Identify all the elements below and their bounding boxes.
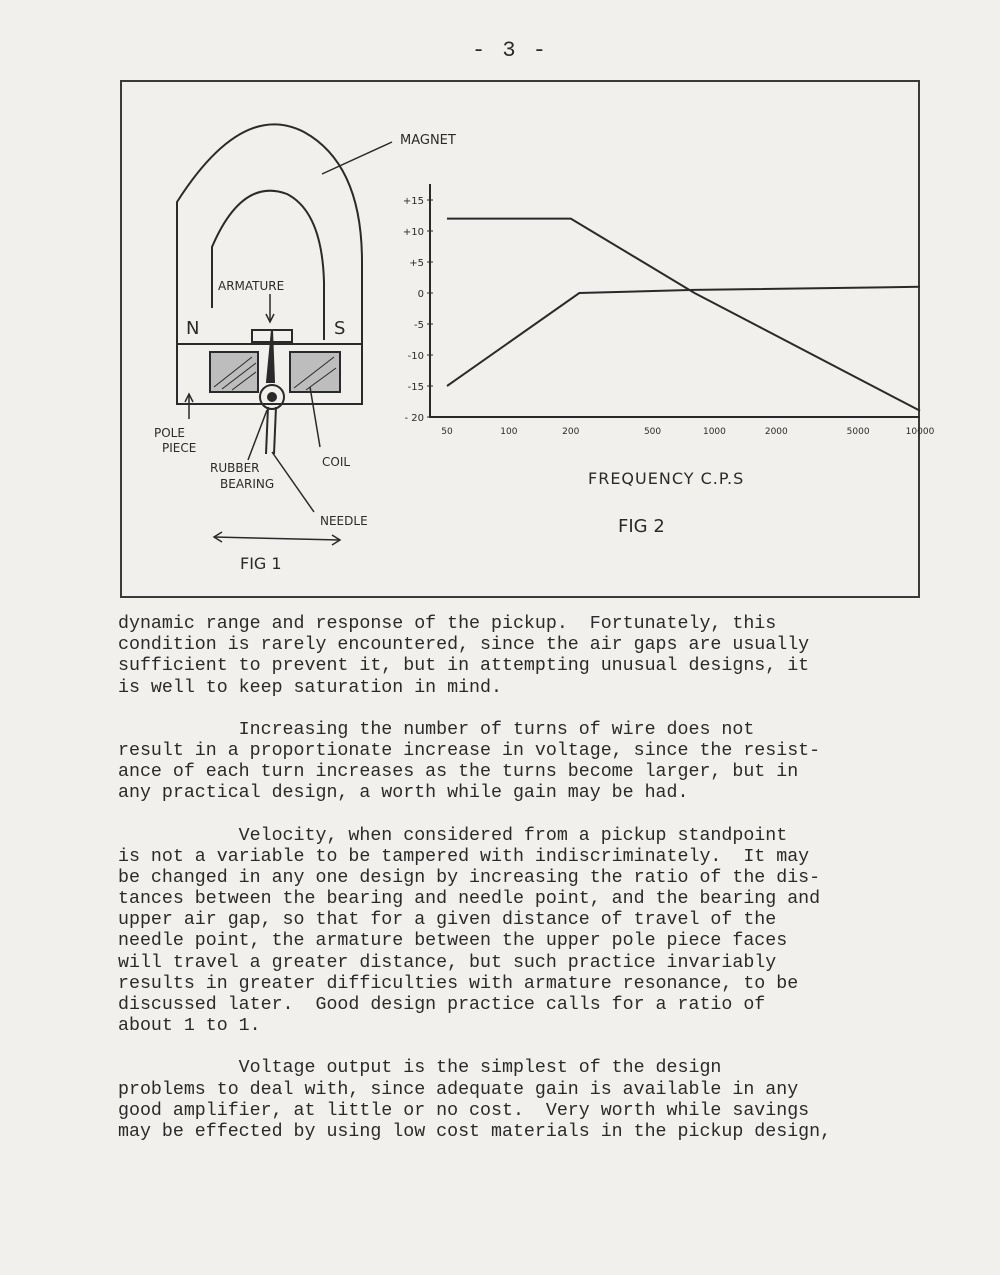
x-axis-label: FREQUENCY C.P.S: [588, 469, 745, 488]
label-pole-piece-1: POLE: [154, 426, 185, 440]
y-tick-label: 0: [417, 289, 424, 300]
x-tick-label: 1000: [702, 427, 726, 437]
label-south: S: [334, 318, 346, 339]
paragraph: [118, 1058, 938, 1143]
figures-svg: [122, 82, 935, 600]
fig2-chart: [403, 184, 935, 537]
text-line: be changed in any one design by increasing the ratio of the dis-: [118, 867, 821, 888]
text-line: needle point, the armature between the upper pole piece faces: [118, 931, 788, 952]
label-rubber-bearing-1: RUBBER: [210, 461, 260, 475]
label-armature: ARMATURE: [218, 279, 285, 293]
text-line: results in greater difficulties with armature resonance, to be: [118, 973, 799, 994]
text-line: condition is rarely encountered, since the air gaps are usually: [118, 635, 810, 656]
text-line: result in a proportionate increase in voltage, since the resist-: [118, 740, 821, 761]
series-line-2: [447, 287, 920, 386]
text-line: upper air gap, so that for a given distance of travel of the: [118, 910, 777, 931]
label-magnet: MAGNET: [400, 133, 456, 148]
paragraph: [118, 614, 938, 699]
page-number: - 3 -: [471, 38, 548, 63]
y-tick-label: -5: [414, 320, 424, 331]
figure-panel: [120, 80, 935, 598]
x-tick-label: 500: [643, 427, 662, 437]
text-line: Voltage output is the simplest of the design: [118, 1058, 722, 1079]
text-line: any practical design, a worth while gain may be had.: [118, 783, 689, 804]
body-text: [118, 614, 938, 1143]
x-tick-label: 200: [562, 427, 580, 437]
y-tick-labels: [403, 196, 433, 424]
text-line: problems to deal with, since adequate gain is available in any: [118, 1079, 799, 1100]
label-north: N: [186, 318, 200, 339]
text-line: about 1 to 1.: [118, 1016, 261, 1037]
x-tick-labels: [441, 427, 934, 437]
series-lines: [447, 219, 920, 411]
x-tick-label: 2000: [764, 427, 788, 437]
text-line: may be effected by using low cost materials in the pickup design,: [118, 1121, 832, 1142]
text-line: is not a variable to be tampered with indiscriminately. It may: [118, 846, 810, 867]
pointer-magnet: [322, 142, 392, 174]
text-line: sufficient to prevent it, but in attempting unusual designs, it: [118, 656, 810, 677]
text-line: discussed later. Good design practice calls for a ratio of: [118, 995, 766, 1015]
pointer-needle: [272, 452, 314, 512]
series-line-1: [447, 219, 920, 411]
text-line: Velocity, when considered from a pickup standpoint: [118, 825, 788, 846]
y-tick-label: +5: [409, 258, 424, 269]
text-line: good amplifier, at little or no cost. Very worth while savings: [118, 1100, 810, 1121]
y-tick-label: -10: [407, 351, 424, 362]
text-line: tances between the bearing and needle point, and the bearing and: [118, 889, 821, 910]
y-tick-label: -15: [407, 382, 424, 393]
label-pole-piece-2: PIECE: [162, 441, 197, 455]
label-coil: COIL: [322, 455, 351, 469]
fig1-caption: FIG 1: [240, 554, 282, 573]
text-line: will travel a greater distance, but such practice invariably: [118, 952, 777, 973]
pointer-coil: [310, 387, 320, 447]
y-tick-label: +15: [402, 196, 424, 207]
pointer-bearing: [248, 410, 267, 460]
x-tick-label: 10000: [905, 427, 935, 437]
needle: [266, 407, 276, 454]
text-line: Increasing the number of turns of wire does not: [118, 719, 755, 740]
fig1-drawing: [177, 124, 392, 545]
text-line: ance of each turn increases as the turns become larger, but in: [118, 762, 799, 783]
label-rubber-bearing-2: BEARING: [220, 477, 275, 491]
fig2-caption: FIG 2: [618, 516, 665, 537]
paragraph: [118, 826, 938, 1038]
travel-arrow: [214, 537, 340, 540]
paragraph: [118, 720, 938, 805]
label-needle: NEEDLE: [320, 514, 368, 528]
y-tick-label: +10: [402, 227, 424, 238]
x-tick-label: 5000: [846, 427, 870, 437]
text-line: dynamic range and response of the pickup. Fortunately, this: [118, 614, 777, 634]
text-line: is well to keep saturation in mind.: [118, 677, 502, 698]
armature-bar: [267, 330, 274, 382]
x-tick-label: 50: [441, 427, 453, 437]
y-tick-label: - 20: [404, 413, 424, 424]
x-tick-label: 100: [500, 427, 518, 437]
